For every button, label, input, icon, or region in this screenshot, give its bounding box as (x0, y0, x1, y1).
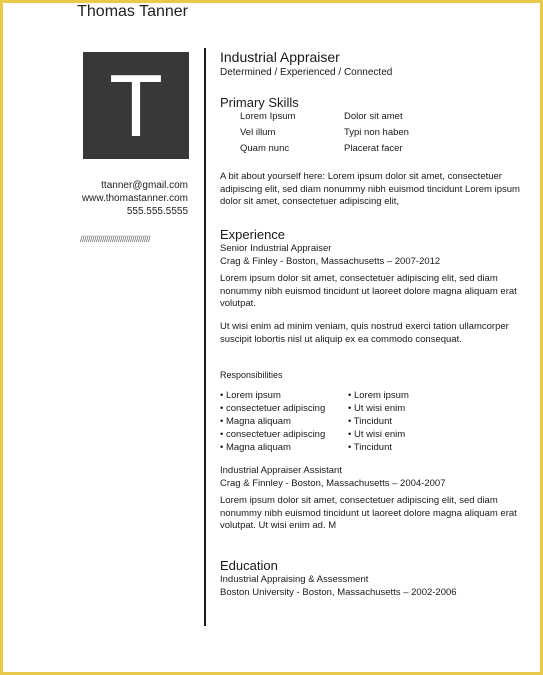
job2-paragraph: Lorem ipsum dolor sit amet, consectetuer adipiscing elit, sed diam nonummy nibh euismod tincidunt ut laoreet dolore magna aliquam erat volutpat. Ut wisi enim ad. M (220, 495, 517, 532)
responsibilities-list (220, 389, 460, 454)
candidate-name: Thomas Tanner (77, 3, 188, 20)
tagline: Determined / Experienced / Connected (220, 67, 393, 78)
website-text: www.thomastanner.com (81, 193, 188, 204)
phone-text: 555.555.5555 (126, 206, 188, 217)
list-item: • Ut wisi enim (348, 402, 458, 415)
list-item: • Ut wisi enim (348, 428, 458, 441)
skill-item: Typi non haben (344, 127, 409, 138)
job2-company: Crag & Finnley - Boston, Massachusetts – 2004-2007 (220, 478, 446, 489)
slash-divider: /////////////////////////////////// (80, 234, 151, 244)
skill-item: Placerat facer (344, 143, 403, 154)
education-degree: Industrial Appraising & Assessment (220, 574, 369, 585)
job1-paragraph-2: Ut wisi enim ad minim veniam, quis nostrud exerci tation ullamcorper suscipit lobortis nisl ut aliquip ex ea commodo consequat. (220, 321, 509, 345)
job1-paragraph-1: Lorem ipsum dolor sit amet, consectetuer adipiscing elit, sed diam nonummy nibh euismod tincidunt ut laoreet dolore magna aliquam erat volutpat. (220, 273, 517, 310)
list-item: • Tincidunt (348, 415, 458, 428)
list-item: • Magna aliquam (220, 441, 348, 454)
skill-item: Quam nunc (240, 143, 290, 154)
list-item: • consectetuer adipiscing (220, 428, 348, 441)
job-title-heading: Industrial Appraiser (220, 49, 340, 65)
email-text: ttanner@gmail.com (101, 180, 188, 191)
skills-heading: Primary Skills (220, 95, 299, 110)
list-item: • Tincidunt (348, 441, 458, 454)
skill-item: Dolor sit amet (344, 111, 403, 122)
skill-item: Lorem Ipsum (240, 111, 296, 122)
monogram-block (83, 52, 189, 159)
job1-company: Crag & Finley - Boston, Massachusetts – 2007-2012 (220, 256, 441, 267)
experience-heading: Experience (220, 227, 286, 242)
skill-item: Vel illum (240, 127, 276, 138)
responsibilities-heading: Responsibilities (220, 370, 283, 380)
job1-title: Senior Industrial Appraiser (220, 243, 332, 254)
education-heading: Education (220, 558, 278, 573)
skills-grid (240, 111, 460, 154)
list-item: • Lorem ipsum (348, 389, 458, 402)
education-school: Boston University - Boston, Massachusetts – 2002-2006 (220, 587, 457, 598)
list-item: • Lorem ipsum (220, 389, 348, 402)
monogram-initial: T (109, 55, 163, 155)
list-item: • Magna aliquam (220, 415, 348, 428)
job2-title: Industrial Appraiser Assistant (220, 465, 342, 476)
resume-page (3, 3, 540, 672)
list-item: • consectetuer adipiscing (220, 402, 348, 415)
about-paragraph: A bit about yourself here: Lorem ipsum dolor sit amet, consectetuer adipiscing elit, sed diam nonummy nibh euismod tincidunt Lorem ipsum dolor sit amet, consectetuer adipiscing elit, (220, 171, 520, 208)
vertical-divider (204, 48, 206, 626)
